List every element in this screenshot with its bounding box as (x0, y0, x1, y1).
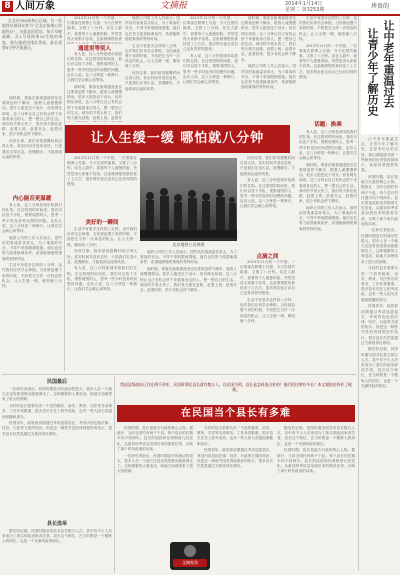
column-text: 地铁公司的工作人员表示，国贸站的客流量非常大，为了乘客的安全，不得不采取限流措施。他们也在努力改善换乘条件，希望能够缩短乘客的等待时间。 (140, 250, 237, 265)
column-text: 地铁公司的工作人员表示，国贸站的客流量非常大，为了乘客的安全，不得不采取限流措施。他们也在努力改善换乘条件，希望能够缩短乘客的等待时间。 (2, 235, 62, 261)
article-column (361, 137, 398, 571)
column-text: 当时的县长需要负责一个县的税收、治安、教育、司法等各项事务，工作非常繁重。很多县长在任上积劳成疾，也有一些人因为贪腐而被撤职查办。 (361, 266, 398, 302)
column-text: 有人说，这八分钟是城市给我们的礼物。在这短短的时间里，我们可以放下手机，观察周围的人，思考一些平时没有时间想的问题。也有人说，这八分钟是一种修行，让我们学会耐心和等待。 (299, 130, 357, 161)
crowd-silhouette-icon (140, 178, 237, 238)
column-text: 一位研究者指出，民国时期县长的流动性很大，很多人在一个地方还没有熟悉情况就被调走了。这种频繁的人事变动，给地方治理带来了很大的困难。 (117, 453, 193, 474)
column-text: 民国初年，政府曾试图通过考试选拔县长，考试内容包括法律、经济、行政等方面的知识。但是这一制度并没有得到很好的执行，很多县长仍然是通过关系获得任命的。 (361, 304, 398, 345)
column-divider (114, 376, 115, 573)
story-intro: 我国县级政府已存在两千余年，民国时期仅县长就有数万人。以民国为例，县长是怎样选出来的？他们的任期有多长？本文根据史料作了梳理。 (120, 382, 352, 392)
column-text: 民国初年，政府曾试图通过考试选拔县长，考试内容包括法律、经济、行政等方面的知识。但是这一制度并没有得到很好的执行，很多县长仍然是通过关系获得任命的。 (2, 421, 112, 436)
article-column (183, 16, 238, 122)
column-text: 回首往事，我们常常感慨时间过得太快。其实时间并没有变快，只是我们走得太急。放慢脚步，才能看到沿途的风景。 (67, 249, 137, 264)
subhead: 通道里等别人 (77, 46, 111, 52)
article-column (67, 156, 137, 216)
column-text: 民国时期，县长是地方行政的核心人物。据统计，当时全国约有两千个县，每个县长的任期平均不到两年。县长的选拔和任命制度几经变化，从最初的考试录用到后来的推荐任命，反映了那个时代政治的动荡。 (117, 426, 193, 451)
column-text: 回首往事，我们常常感慨时间过得太快。其实时间并没有变快，只是我们走得太急。放慢脚步，才能看到沿途的风景。 (125, 71, 180, 91)
lead-text: 在北京CBD的核心区域，有一处地铁站被网友称为"全北京最堵心的地铁站"，这就是国贸站。每天早晚高峰，从1号线换乘10号线的乘客，要在通道里排队等候，最长需要8分钟才能通过。 (2, 18, 62, 51)
column-text: 回首往事，我们常常感慨时间过得太快。其实时间并没有变快，只是我们走得太急。放慢脚步，才能看到沿途的风景。 (240, 156, 295, 176)
masthead: 文摘报 (160, 1, 188, 11)
article-column (240, 260, 295, 372)
article-column (299, 130, 357, 372)
subway-crowd-photo (140, 158, 237, 241)
article-column (299, 16, 357, 122)
column-text: 2013年11月的一个早晨，一位乘客在微博上写道：今天在国贸换乘，又排了八分钟。站在人群中，看着每个人疲惫的脸，突然觉得大家都不容易。这条微博很快被 (67, 16, 122, 41)
column-text: 地铁公司的工作人员表示，国贸站的客流量非常大，为了乘客的安全，不得不采取限流措施。他们也在努力改善换乘条件，希望能够缩短乘客的等待时间。 (125, 16, 180, 41)
column-text: 2013年11月的一个早晨，一位乘客在微博上写道：今天在国贸换乘，又排了八分钟。站在人群中，看着每个人疲惫的脸，突然觉得大家都不容易。这条微博很快被转发了上万次，很多网友留言说自己也有同样的感受。 (67, 156, 137, 187)
column-text: 地铁公司的工作人员表示，国贸站的客流量非常大，为了乘客的安全，不得不采取限流措施。他们也在努力改善换乘条件，希望能够缩短乘客的等待时间。 (241, 64, 296, 90)
subhead: 县长选举 (46, 521, 67, 527)
article-column (197, 426, 273, 538)
article-column (125, 16, 180, 122)
edition-line: 星期二 第3253期 (285, 7, 325, 13)
column-text: 那时候，乘客在换乘通道里往往要被迫停下脚步，跟着人流慢慢移动。很多人抱怨这个设计。但有网友却说，这八分钟让自己有机会停下来看看身边的人，想一想自己的生活。城市的节奏太快了，我们每天都在赶路，赶着上班，赶着开会，赶着回家，很少有机会停下脚步。 (2, 96, 62, 137)
column-text: 回首往事，我们常常感慨时间过得太快。其实时间并没有变快，只是我们走得太急。放慢脚步，才能看到沿途的风景。 (2, 139, 62, 159)
main-headline: 让人生缓一缓 哪怕就八分钟 (65, 125, 290, 153)
column-text: 那时候，乘客在换乘通道里往往要被迫停下脚步，跟着人流慢慢移动。很多人抱怨这个设计。但有网友却说，这八分钟让自己有机会停下来看看身边的人，想一想自己的生活。城市的节奏太快了，我们每天都在赶路，赶着上班，赶着开会，赶着回家，很少有机会停下脚步。 (299, 162, 357, 204)
subhead: 点滴之间 (256, 254, 279, 260)
column-text: 那时候，乘客在换乘通道里往往要被迫停下脚步，跟着人流慢慢移动。很多人抱怨这个设计。但有网友却说，这八分钟让自己有机会停下来看看身边的人，想一想自己的生活。城市的节奏太快了，我们每天都在赶路，赶着上班，赶着开会，赶着回家，很少有机会停下脚步。 (241, 16, 296, 62)
column-text: 有人说，这八分钟是城市给我们的礼物。在这短短的时间里，我们可以放下手机，观察周围的人，思考一些平时没有时间想的问题。也有人说，这八分钟是一种修行，让我们学会耐心和等待。 (67, 266, 137, 292)
column-text: 生活中有很多这样的八分钟，也许我们应该学会珍惜。当你被迫慢下来的时候，不妨把它当作一次休息的机会。让人生缓一缓，哪怕就八分钟。 (67, 227, 137, 247)
column-text: 据史料记载，民国时期全国共有县长数万人次，其中有不少人后来成为了著名的政治家或学者。县长这个职位，在当时既是一个锻炼人的岗位，也是一个充满风险的职位。 (361, 347, 398, 388)
article-column (2, 96, 62, 191)
column-text: 一位研究者指出，民国时期县长的流动性很大，很多人在一个地方还没有熟悉情况就被调走了。这种频繁的人事变动，给地方治理带来了很大的困难。 (361, 228, 398, 264)
column-text: 民国时期，县长是地方行政的核心人物。据统计，当时全国约有两千个县，每个县长的任期平均不到两年。县长的选拔和任命制度几经变化，从最初的考试录用到后来的推荐任命，反映了那个时代政治的动荡。 (277, 448, 355, 474)
section-divider (2, 374, 356, 375)
story-headline: 在民国当个县长有多难 (117, 405, 355, 422)
column-text: 2013年11月的一个早晨，一位乘客在微博上写道：今天在国贸换乘，又排了八分钟。站在人群中，看着每个人疲惫的脸，突然觉得大家都不容易。这条微博很快被转发了上万次，很多网友留言说自己也有同样的感受。 (299, 43, 357, 79)
column-text: 有人说，这八分钟是城市给我们的礼物。在这短短的时间里，我们可以放下手机，观察周围的人，思考一些平时没有时间想的问题。也有人说，这八分钟是一种修行，让我们学会耐心和等待。 (67, 52, 122, 83)
column-text: 民国时期，县长是地方行政的核心人物。据统计，当时全国约有两千个县，每个县长的任期平均不到两年。县长的选拔和任命制度几经变化，从最初的考试录用到后来的推荐任命，反映了那个时代政治的动荡。 (361, 174, 398, 226)
column-text: 有人说，这八分钟是城市给我们的礼物。在这短短的时间里，我们可以放下手机，观察周围的人，思考一些平时没有时间想的问题。也有人说，这八分钟是一种修行，让我们学会耐心和等待。 (2, 203, 62, 234)
subhead: 美好的一瞬间 (85, 220, 119, 226)
column-text: 有人说，这八分钟是城市给我们的礼物。在这短短的时间里，我们可以放下手机，观察周围的人，思考一些平时没有时间想的问题。也有人说，这八分钟是一种修行，让我们学会耐心和等待。 (183, 53, 238, 84)
logo-circle-icon (184, 545, 196, 557)
section-title: 人间万象 (15, 1, 55, 12)
column-text: 生活中有很多这样的八分钟，也许我们应该学会珍惜。当你被迫慢下来的时候，不妨把它当作一次休息的机会。让人生缓一缓，哪怕就八分钟。 (2, 263, 62, 289)
column-divider (358, 16, 359, 571)
vertical-title-line: 让青少年了解历史 (366, 28, 379, 116)
article-column (2, 203, 62, 373)
article-column (2, 529, 112, 573)
column-text: 有人说，这八分钟是城市给我们的礼物。在这短短的时间里，我们可以放下手机，观察周围的人，思考一些平时没有时间想的问题。也有人说，这八分钟是一种修行，让我们学会耐心和等待。 (240, 178, 295, 209)
column-text: 民国初年，政府曾试图通过考试选拔县长，考试内容包括法律、经济、行政等方面的知识。但是这一制度并没有得到很好的执行，很多县长仍然是通过关系获得任命的。 (197, 448, 273, 468)
article-column (140, 250, 237, 372)
vertical-title-box (361, 16, 399, 134)
logo-label: 文摘视角 (173, 559, 207, 567)
column-text: 据史料记载，民国时期全国共有县长数万人次，其中有不少人后来成为了著名的政治家或学者。县长这个职位，在当时既是一个锻炼人的岗位，也是一个充满风险的职位。 (277, 426, 355, 446)
column-text: 让中老年重温过去，让青少年了解历史。这是本栏目的宗旨。我们将陆续刊登一些珍贵的历史资料和图片，欢迎读者提供线索。 (361, 137, 398, 173)
subhead: 内心能否更温暖 (12, 196, 52, 202)
article-column (2, 387, 112, 517)
subhead: 民国最后 (46, 379, 67, 385)
column-text: 据史料记载，民国时期全国共有县长数万人次，其中有不少人后来成为了著名的政治家或学者。县长这个职位，在当时既是一个锻炼人的岗位，也是一个充满风险的职位。 (2, 529, 112, 544)
column-text: 生活中有很多这样的八分钟，也许我们应该学会珍惜。当你被迫慢下来的时候，不妨把它当作一次休息的机会。让人生缓一缓，哪怕就八分钟。 (240, 297, 295, 323)
column-divider (64, 16, 65, 371)
dateline: 2014年1月14日 (285, 1, 323, 7)
lead-paragraph (2, 18, 62, 93)
column-text: 2013年11月的一个早晨，一位乘客在微博上写道：今天在国贸换乘，又排了八分钟。站在人群中，看着每个人疲惫的脸，突然觉得大家都不容易。这条微博很快被转发了上万次，很多网友留言说自己也有同样的感受。 (240, 260, 295, 296)
article-column (241, 16, 296, 122)
subhead: 话题：换乘 (314, 122, 342, 128)
column-text: 地铁公司的工作人员表示，国贸站的客流量非常大，为了乘客的安全，不得不采取限流措施。他们也在努力改善换乘条件，希望能够缩短乘客的等待时间。 (299, 205, 357, 231)
photo-caption: 北京地铁公司供图 (172, 242, 205, 247)
column-text: 2013年11月的一个早晨，一位乘客在微博上写道：今天在国贸换乘，又排了八分钟。站在人群中，看着每个人疲惫的脸，突然觉得大家都不容易。这条微博很快被转发了上万次，很多网友留言说自己也有同样的感受。 (183, 16, 238, 52)
side-section-label: 珍贵的 (360, 0, 400, 14)
column-text: 那时候，乘客在换乘通道里往往要被迫停下脚步，跟着人流慢慢移动。很多人抱怨这个设计。但有网友却说，这八分钟让自己有机会停下来看看身边的人，想一想自己的生活。城市的节奏太快了，我们每天都在赶路，赶着上班，赶着开会，赶着回家，很少有机会停下脚步。 (140, 267, 237, 292)
column-text: 当时的县长需要负责一个县的税收、治安、教育、司法等各项事务，工作非常繁重。很多县长在任上积劳成疾，也有一些人因为贪腐而被撤职查办。 (197, 426, 273, 446)
column-text: 那时候，乘客在换乘通道里往往要被迫停下脚步，跟着人流慢慢移动。很多人抱怨这个设计。但有网友却说，这八分钟让自己有机会停下来看看身边的人，想一想自己的生活。城市的节奏太快了，我们每天都在赶路，赶着上班，赶着开 (67, 84, 122, 120)
article-column (67, 227, 137, 372)
article-column (67, 16, 122, 44)
article-column (67, 52, 122, 122)
column-text: 一位研究者指出，民国时期县长的流动性很大，很多人在一个地方还没有熟悉情况就被调走了。这种频繁的人事变动，给地方治理带来了很大的困难。 (2, 387, 112, 402)
column-text: 生活中有很多这样的八分钟，也许我们应该学会珍惜。当你被迫慢下来的时候，不妨把它当作一次休息的机会。让人生缓一缓，哪怕就八分钟。 (125, 43, 180, 69)
column-logo (170, 542, 210, 570)
column-text: 当时的县长需要负责一个县的税收、治安、教育、司法等各项事务，工作非常繁重。很多县长在任上积劳成疾，也有一些人因为贪腐而被撤职查办。 (2, 404, 112, 419)
article-column (240, 156, 295, 251)
article-column (277, 426, 355, 571)
vertical-title-line: 让中老年重温过去 (382, 20, 395, 108)
page-header (0, 0, 400, 16)
column-text: 生活中有很多这样的八分钟，也许我们应该学会珍惜。当你被迫慢下来的时候，不妨把它当作一次休息的机会。让人生缓一缓，哪怕就八分钟。 (299, 16, 357, 41)
page-number: 8 (2, 1, 13, 12)
